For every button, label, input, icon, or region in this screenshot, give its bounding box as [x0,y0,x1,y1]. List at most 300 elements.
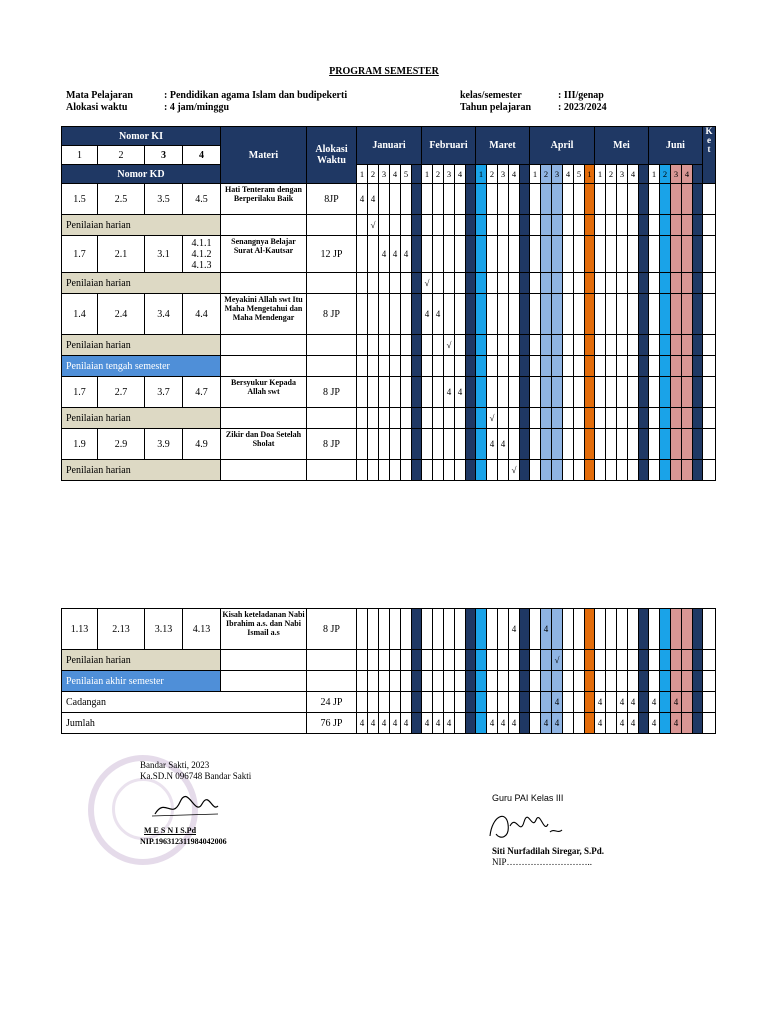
principal-name: M E S N I S.Pd [144,826,197,835]
week-cell [682,460,693,481]
week-cell [606,713,617,734]
week-cell [487,236,498,273]
month-separator-cell [639,713,649,734]
week-cell [455,650,466,671]
week-number: 4 [509,165,520,184]
week-cell [530,184,541,215]
week-cell [476,236,487,273]
week-cell [357,429,368,460]
page-title: PROGRAM SEMESTER [329,66,439,77]
ket-header: K e t [703,127,716,184]
week-cell [379,650,390,671]
kd-row [62,429,716,460]
week-cell: 4 [617,692,628,713]
ket-cell [703,184,716,215]
week-cell [357,460,368,481]
ket-cell [703,713,716,734]
week-cell [530,460,541,481]
materi-cell [221,335,307,356]
month-separator-cell [639,460,649,481]
week-cell [649,356,660,377]
month-separator-cell [520,165,530,184]
week-cell [660,377,671,408]
month-header-maret: Maret [476,127,530,165]
week-cell [649,408,660,429]
month-separator-cell [520,460,530,481]
month-separator-cell [639,165,649,184]
week-cell [357,273,368,294]
week-cell [476,429,487,460]
month-separator-cell [639,429,649,460]
week-cell [509,356,520,377]
week-cell [357,236,368,273]
week-cell [368,692,379,713]
ket-cell [703,335,716,356]
week-cell [649,215,660,236]
month-separator-cell [639,294,649,335]
week-cell [487,215,498,236]
assessment-row [62,408,716,429]
week-cell [671,215,682,236]
week-number: 3 [444,165,455,184]
month-separator-cell [585,184,595,215]
week-cell [649,273,660,294]
week-cell [617,236,628,273]
month-separator-cell [466,429,476,460]
week-cell [476,215,487,236]
ket-cell [703,609,716,650]
week-cell [390,429,401,460]
month-separator-cell [412,609,422,650]
week-cell [574,273,585,294]
week-cell [649,335,660,356]
week-cell [552,294,563,335]
week-cell [671,609,682,650]
week-cell [671,236,682,273]
week-cell: 4 [649,692,660,713]
week-cell [509,294,520,335]
week-cell [455,692,466,713]
week-cell [617,335,628,356]
week-cell: 4 [509,713,520,734]
week-cell [498,650,509,671]
week-cell [671,294,682,335]
week-cell [628,377,639,408]
alokasi-cell [307,273,357,294]
tahun-value: : 2023/2024 [558,102,607,113]
week-cell [487,335,498,356]
week-cell [368,671,379,692]
month-separator-cell [520,356,530,377]
week-cell [390,294,401,335]
alokasi-cell: 8 JP [307,429,357,460]
week-cell [617,377,628,408]
week-cell [530,356,541,377]
week-cell: 4 [422,713,433,734]
week-cell [476,335,487,356]
month-separator-cell [520,671,530,692]
week-cell [422,377,433,408]
month-separator-cell [585,650,595,671]
month-separator-cell [585,356,595,377]
week-cell: √ [487,408,498,429]
month-separator-cell [412,408,422,429]
alokasi-label: Alokasi waktu [66,102,128,113]
week-cell [541,215,552,236]
month-separator-cell [693,429,703,460]
week-cell [530,377,541,408]
week-cell [368,335,379,356]
header-row-1 [62,127,716,146]
week-cell [617,356,628,377]
month-separator-cell [585,236,595,273]
week-number: 2 [541,165,552,184]
week-cell [444,408,455,429]
week-cell: 4 [509,609,520,650]
month-separator-cell [412,713,422,734]
ket-cell [703,236,716,273]
week-cell [628,671,639,692]
week-cell [563,650,574,671]
week-cell [379,294,390,335]
kd-number: 1.7 [62,377,98,408]
week-cell [628,356,639,377]
alokasi-cell: 12 JP [307,236,357,273]
week-cell [671,377,682,408]
month-separator-cell [639,408,649,429]
week-cell [541,236,552,273]
week-cell [379,184,390,215]
week-cell [455,671,466,692]
alokasi-cell: 8 JP [307,377,357,408]
kd-number: 3.4 [145,294,183,335]
summary-row [62,671,716,692]
week-cell [476,650,487,671]
week-cell [563,377,574,408]
week-cell [649,460,660,481]
month-separator-cell [639,236,649,273]
week-cell [617,294,628,335]
week-cell [401,294,412,335]
week-cell [595,184,606,215]
week-number: 4 [455,165,466,184]
week-cell [595,377,606,408]
month-separator-cell [693,335,703,356]
week-cell [671,460,682,481]
week-number: 1 [649,165,660,184]
week-cell [617,671,628,692]
week-cell [433,429,444,460]
week-cell [476,460,487,481]
week-cell: √ [552,650,563,671]
week-cell [476,294,487,335]
week-cell [628,236,639,273]
week-cell [563,713,574,734]
week-cell: 4 [368,713,379,734]
week-cell [498,273,509,294]
week-cell [660,609,671,650]
week-cell [498,692,509,713]
month-separator-cell [639,377,649,408]
kd-number: 4.7 [183,377,221,408]
week-cell [552,671,563,692]
week-cell [509,408,520,429]
school-name: Ka.SD.N 096748 Bandar Sakti [140,771,252,781]
week-cell [606,408,617,429]
week-cell [563,460,574,481]
month-header-april: April [530,127,595,165]
month-separator-cell [585,609,595,650]
week-cell [433,692,444,713]
materi-cell: Meyakini Allah swt Itu Maha Mengetahui dan Maha Mendengar [221,294,307,335]
week-cell [487,650,498,671]
week-cell [509,429,520,460]
week-cell: 4 [628,713,639,734]
week-cell [671,356,682,377]
week-cell [357,335,368,356]
week-cell [455,335,466,356]
month-separator-cell [412,429,422,460]
week-cell [628,650,639,671]
month-separator-cell [520,408,530,429]
kd-number: 2.5 [98,184,145,215]
month-separator-cell [639,650,649,671]
week-cell [606,215,617,236]
week-cell [530,429,541,460]
week-cell [401,335,412,356]
month-separator-cell [520,650,530,671]
week-cell [476,377,487,408]
week-cell [682,429,693,460]
week-cell [498,377,509,408]
week-cell [401,692,412,713]
week-cell [660,692,671,713]
week-cell [595,408,606,429]
teacher-nip: NIP……………………….. [492,857,593,867]
month-separator-cell [412,650,422,671]
kd-number: 1.7 [62,236,98,273]
week-cell: 4 [552,713,563,734]
week-cell: 4 [433,713,444,734]
month-separator-cell [412,356,422,377]
month-separator-cell [466,356,476,377]
week-cell: 4 [444,377,455,408]
week-cell [422,184,433,215]
week-cell [509,377,520,408]
week-cell [401,184,412,215]
week-cell [682,294,693,335]
month-separator-cell [693,692,703,713]
assessment-row [62,650,716,671]
week-cell [595,650,606,671]
week-cell [660,273,671,294]
kd-row [62,609,716,650]
kd-number: 3.13 [145,609,183,650]
week-cell [606,460,617,481]
week-number: 1 [422,165,433,184]
kelas-label: kelas/semester [460,90,522,101]
week-cell [390,215,401,236]
week-number: 4 [682,165,693,184]
week-cell [617,408,628,429]
month-separator-cell [585,377,595,408]
week-cell [628,215,639,236]
week-cell [357,294,368,335]
week-cell [563,356,574,377]
alokasi-cell [307,335,357,356]
kd-number: 1.13 [62,609,98,650]
row-label: Cadangan [62,692,307,713]
materi-cell: Senangnya Belajar Surat Al-Kautsar [221,236,307,273]
teacher-role: Guru PAI Kelas III [492,793,564,803]
week-cell [552,335,563,356]
week-cell [606,650,617,671]
month-separator-cell [520,273,530,294]
week-cell [563,184,574,215]
week-cell [455,429,466,460]
week-cell: 4 [357,184,368,215]
week-cell [379,408,390,429]
month-separator-cell [639,215,649,236]
week-cell: 4 [595,692,606,713]
week-cell [682,609,693,650]
materi-cell [221,650,307,671]
week-cell [509,335,520,356]
week-cell [606,273,617,294]
week-cell [401,356,412,377]
week-number: 4 [563,165,574,184]
week-cell [595,609,606,650]
ket-cell [703,671,716,692]
week-cell [552,184,563,215]
week-cell: 4 [390,236,401,273]
month-separator-cell [466,671,476,692]
teacher-signature [486,806,566,844]
week-cell [682,273,693,294]
kd-row [62,377,716,408]
week-cell [487,671,498,692]
week-cell [628,184,639,215]
kd-number: 2.9 [98,429,145,460]
month-separator-cell [466,184,476,215]
week-cell [455,236,466,273]
week-cell [379,692,390,713]
week-cell [660,215,671,236]
week-cell [682,692,693,713]
week-cell [617,429,628,460]
week-cell [401,377,412,408]
week-cell [530,408,541,429]
week-cell [552,429,563,460]
ket-cell [703,294,716,335]
alokasi-cell [307,671,357,692]
week-cell [628,294,639,335]
week-cell [574,377,585,408]
week-cell [444,692,455,713]
month-separator-cell [585,713,595,734]
kd-number: 3.1 [145,236,183,273]
week-cell [368,273,379,294]
month-separator-cell [520,692,530,713]
week-number: 5 [574,165,585,184]
week-cell [444,356,455,377]
week-cell: 4 [649,713,660,734]
week-cell [487,609,498,650]
week-cell [487,460,498,481]
week-cell [476,692,487,713]
week-cell [368,609,379,650]
week-cell: 4 [379,713,390,734]
week-cell [368,650,379,671]
week-cell: 4 [617,713,628,734]
week-cell [487,692,498,713]
month-separator-cell [412,294,422,335]
kd-number: 2.13 [98,609,145,650]
week-cell [660,294,671,335]
principal-signature [150,792,220,822]
row-label: Penilaian harian [62,460,221,481]
week-cell [487,377,498,408]
week-cell [379,609,390,650]
week-number: 1 [530,165,541,184]
week-cell [530,215,541,236]
row-label: Penilaian harian [62,273,221,294]
row-label: Penilaian akhir semester [62,671,221,692]
week-cell: √ [422,273,433,294]
meta-right [460,90,607,114]
alokasi-cell: 24 JP [307,692,357,713]
week-cell [444,294,455,335]
week-number: 3 [617,165,628,184]
week-cell [379,356,390,377]
week-cell [574,713,585,734]
week-cell [574,184,585,215]
week-cell [422,609,433,650]
week-cell [357,650,368,671]
month-separator-cell [412,215,422,236]
week-cell [401,650,412,671]
week-cell [390,356,401,377]
week-cell [455,609,466,650]
month-separator-cell [693,215,703,236]
week-cell [401,273,412,294]
nomor-ki-header: Nomor KI [62,127,221,146]
week-cell: 4 [444,713,455,734]
month-separator-cell [639,356,649,377]
week-cell [563,429,574,460]
month-separator-cell [639,273,649,294]
week-cell: 4 [541,713,552,734]
ki-number-4: 4 [183,146,221,165]
week-cell [671,273,682,294]
week-cell [390,460,401,481]
week-cell [530,236,541,273]
week-cell [422,671,433,692]
ket-cell [703,356,716,377]
week-cell [660,356,671,377]
week-cell [455,215,466,236]
month-separator-cell [693,294,703,335]
month-separator-cell [466,460,476,481]
month-separator-cell [585,215,595,236]
week-cell [649,609,660,650]
week-number: 4 [390,165,401,184]
month-separator-cell [466,273,476,294]
week-cell: 4 [595,713,606,734]
kd-number: 2.1 [98,236,145,273]
week-cell [563,609,574,650]
week-cell: 4 [401,236,412,273]
